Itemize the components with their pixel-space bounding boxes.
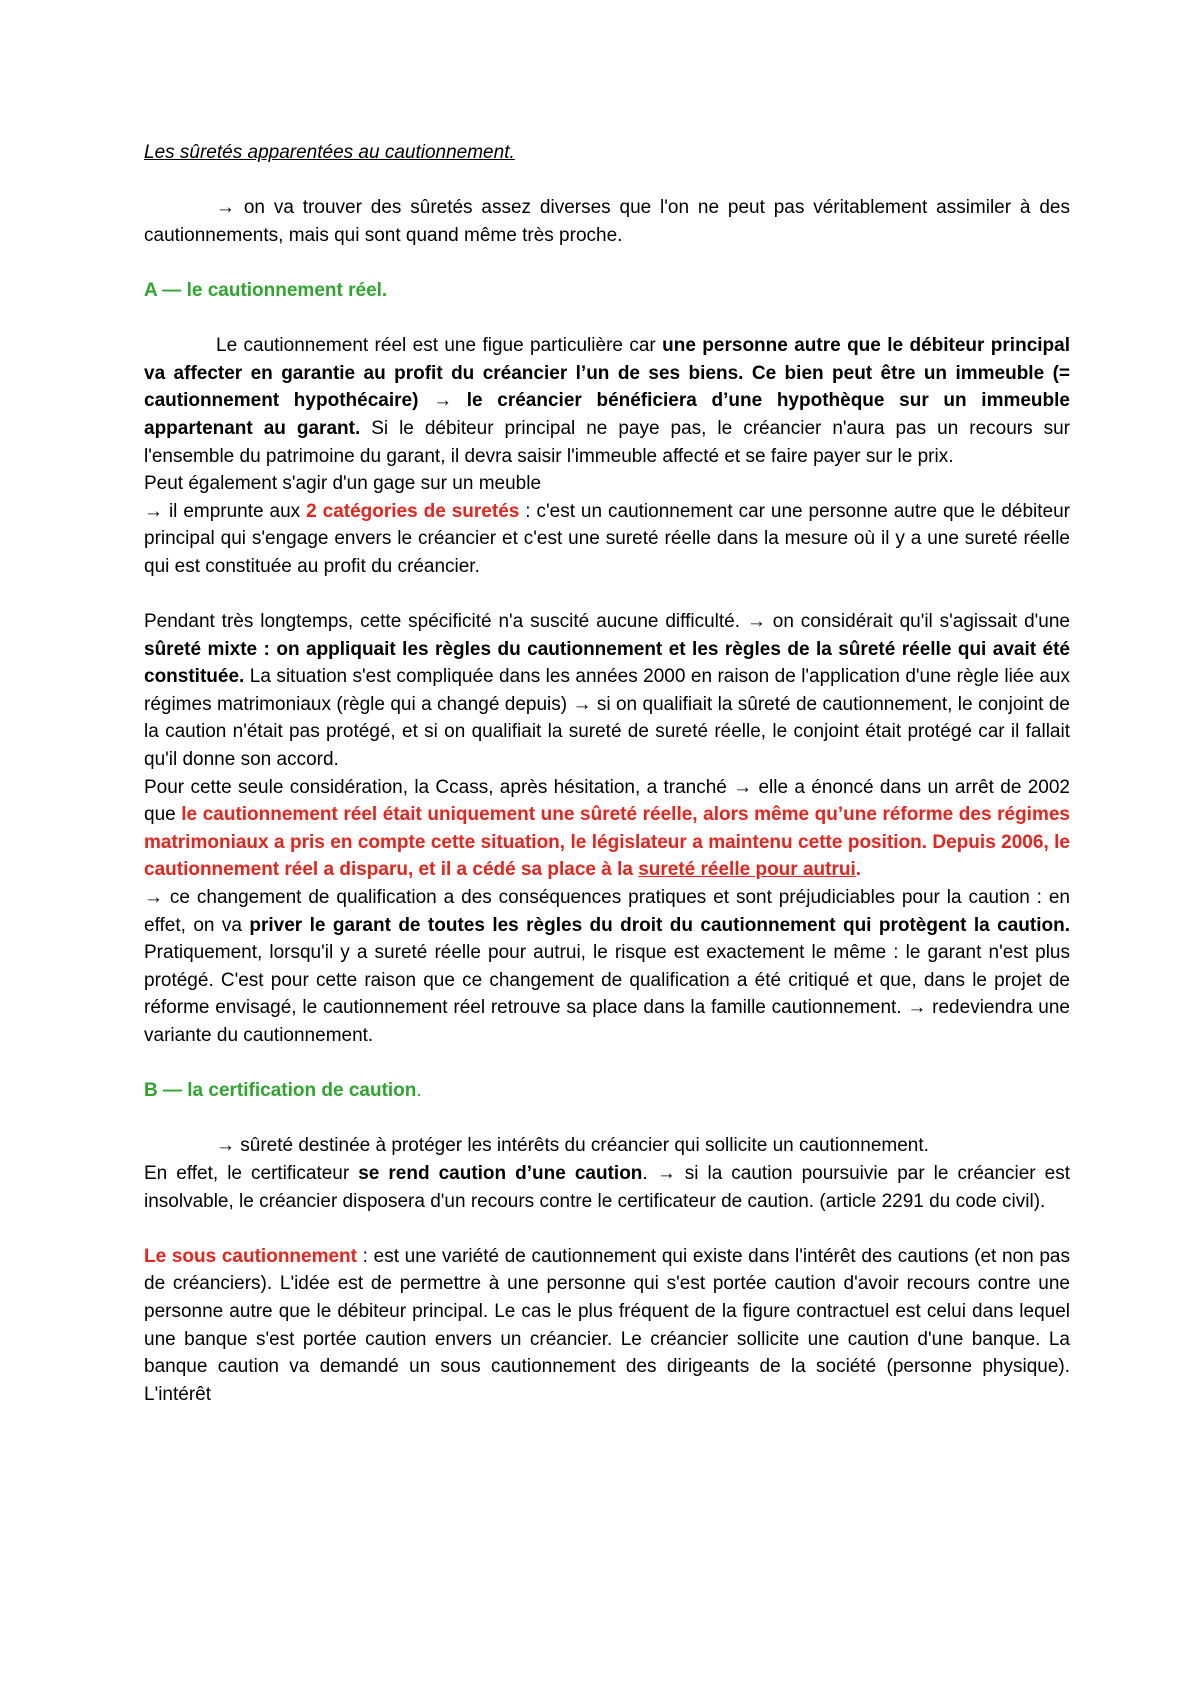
highlight-run: . <box>855 859 862 881</box>
highlight-run: le cautionnement réel était uniquement une sûreté réelle, alors même qu’une réforme des régimes matrimoniaux a pris en compte cette situation, le législateur a maintenu cette position. Depuis 2006, le cautionnement réel a disparu, et il a cédé sa place à la <box>144 804 1070 881</box>
document-title: Les sûretés apparentées au cautionnement. <box>144 142 515 163</box>
section-a-paragraph-3 <box>144 498 1070 581</box>
bold-run: sûreté mixte : on appliquait les règles du cautionnement et les règles de la sûreté réelle qui avait été constituée. <box>144 638 1070 688</box>
text-run: → il emprunte aux <box>144 500 307 522</box>
text-run: Le cautionnement réel est une figue particulière car <box>216 335 663 357</box>
section-b-paragraph-2 <box>144 1160 1070 1215</box>
text-run: Pratiquement, lorsqu'il y a sureté réelle pour autrui, le risque est exactement le même : le garant n'est plus protégé. C'est pour cette raison que ce changement de qualification a été critiqué et que, dans le projet de réforme envisagé, le cautionnement réel retrouve sa place dans la famille cautionnement. → redeviendra une variante du cautionnement. <box>144 942 1070 1046</box>
section-a-paragraph-6 <box>144 884 1070 1050</box>
section-a-heading: A — le cautionnement réel. <box>144 279 388 301</box>
bold-run: priver le garant de toutes les règles du droit du cautionnement qui protègent la caution. <box>249 914 1070 936</box>
text-run: En effet, le certificateur <box>144 1162 359 1184</box>
text-run: Pour cette seule considération, la Ccass, après hésitation, a tranché → elle a énoncé dans un arrêt de 2002 que <box>144 776 1070 826</box>
text-run: . → si la caution poursuivie par le créancier est insolvable, le créancier disposera d'un recours contre le certificateur de caution. (article 2291 du code civil). <box>144 1162 1070 1212</box>
intro-text: → on va trouver des sûretés assez diverses que l'on ne peut pas véritablement assimiler à des cautionnements, mais qui sont quand même très proche. <box>144 197 1070 246</box>
text-run: : est une variété de cautionnement qui existe dans l'intérêt des cautions (et non pas de créanciers). L'idée est de permettre à une personne qui s'est portée caution d'avoir recours contre une personne autre que le débiteur principal. Le cas le plus fréquent de la figure contractuel est celui dans lequel une banque s'est portée caution envers un créancier. Le créancier sollicite une caution d'une banque. La banque caution va demandé un sous cautionnement des dirigeants de la société (personne physique). L'intérêt <box>144 1245 1070 1405</box>
section-a-paragraph-1 <box>144 332 1070 470</box>
section-a-paragraph-4 <box>144 608 1070 774</box>
bold-run: une personne autre que le débiteur principal va affecter en garantie au profit du créancier l’un de ses biens. Ce bien peut être un immeuble (= cautionnement hypothécaire) → le créancier bénéficiera d’une hypothèque sur un immeuble appartenant au garant. <box>144 335 1070 439</box>
highlight-run: Le sous cautionnement <box>144 1245 357 1267</box>
highlight-underlined-run: sureté réelle pour autrui <box>638 859 856 881</box>
section-b-paragraph-3 <box>144 1243 1070 1409</box>
text-run: Si le débiteur principal ne paye pas, le créancier n'aura pas un recours sur l'ensemble du patrimoine du garant, il devra saisir l'immeuble affecté et se faire payer sur le prix. <box>144 417 1070 467</box>
intro-paragraph <box>144 194 1070 249</box>
text-run: → ce changement de qualification a des conséquences pratiques et sont préjudiciables pour la caution : en effet, on va <box>144 887 1070 936</box>
section-b-heading-text: B — la certification de caution <box>144 1080 417 1102</box>
section-b-paragraph-1: → sûreté destinée à protéger les intérêts du créancier qui sollicite un cautionnement. <box>216 1135 929 1157</box>
section-a-paragraph-5 <box>144 774 1070 884</box>
text-run: Pendant très longtemps, cette spécificité n'a suscité aucune difficulté. → on considérait qu'il s'agissait d'une <box>144 611 1070 633</box>
highlight-run: 2 catégories de suretés <box>306 500 520 522</box>
section-b-heading-end: . <box>416 1080 422 1102</box>
text-run: La situation s'est compliquée dans les années 2000 en raison de l'application d'une règle liée aux régimes matrimoniaux (règle qui a changé depuis) → si on qualifiait la sûreté de cautionnement, le conjoint de la caution n'était pas protégé, et si on qualifiait la sureté de sureté réelle, le conjoint était protégé car il fallait qu'il donne son accord. <box>144 666 1070 771</box>
section-a-paragraph-2: Peut également s'agir d'un gage sur un meuble <box>144 473 542 495</box>
bold-run: se rend caution d’une caution <box>358 1162 643 1184</box>
section-b-heading <box>144 1077 1070 1105</box>
text-run: : c'est un cautionnement car une personne autre que le débiteur principal qui s'engage envers le créancier et c'est une sureté réelle dans la mesure où il y a une sureté réelle qui est constituée au profit du créancier. <box>144 500 1071 577</box>
